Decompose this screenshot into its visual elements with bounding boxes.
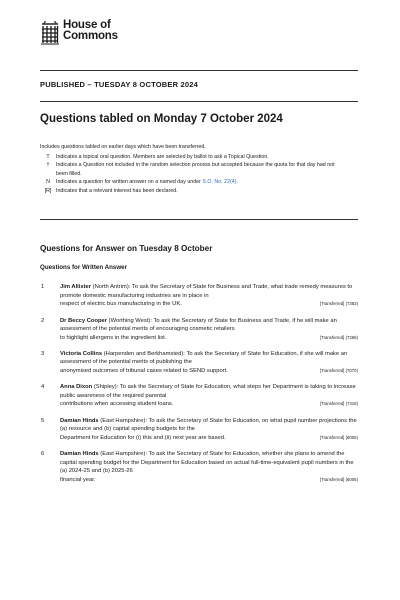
question-tail [60, 300, 358, 309]
question-id: (7318) [345, 401, 358, 406]
question-reference [317, 300, 358, 309]
question-body [60, 417, 358, 443]
key-symbol: † [46, 162, 50, 168]
question-item [40, 417, 358, 443]
question-body [60, 350, 358, 376]
key-intro: Includes questions tabled on earlier days which have been transferred. [40, 144, 206, 150]
question-tail [60, 400, 358, 409]
key-row-quota [40, 161, 360, 178]
question-item [40, 350, 358, 376]
question-number: 4 [41, 384, 45, 390]
question-id: (6006) [345, 476, 358, 482]
key-description [56, 178, 346, 187]
question-item [40, 450, 358, 484]
section-title: Questions for Answer on Tuesday 8 October [40, 244, 213, 253]
question-text: To ask the Secretary of State for Education, on what pupil number projections the (a) resource and (b) capital spending budgets for the [60, 417, 357, 432]
constituency: (North Antrim): [92, 284, 131, 290]
subsection-title: Questions for Written Answer [40, 264, 127, 271]
transferred-tag: [Transferred] [319, 476, 345, 482]
member-name: Damian Hinds [60, 451, 99, 457]
constituency: (East Hampshire): [100, 417, 147, 424]
question-text-end: financial year. [60, 476, 96, 483]
constituency: (Worthing West): [108, 317, 152, 324]
question-text-end: anonymised outcomes of tribunal cases related to SEND support. [60, 367, 228, 374]
question-id: (7268) [345, 334, 358, 340]
member-name: Anna Dixon [60, 384, 93, 390]
transferred-tag: [Transferred] [319, 367, 345, 373]
key-row-named-day [40, 178, 360, 187]
question-id: (6005) [345, 434, 358, 440]
question-text: To ask the Secretary of State for Business and Trade, what trade remedy measures to promote domestic manufacturing industries are in place in [60, 284, 353, 299]
transferred-tag: [Transferred] [319, 334, 345, 340]
divider-top [40, 70, 358, 71]
member-name: Jim Allister [60, 284, 92, 290]
key-description: Indicates a topical oral question. Members are selected by ballot to ask a Topical Question. [56, 153, 269, 160]
question-body [60, 383, 358, 409]
transferred-tag: [Transferred] [319, 301, 345, 306]
question-item [40, 383, 358, 409]
question-reference [317, 400, 358, 409]
member-name: Dr Beccy Cooper [60, 317, 108, 324]
question-text-end: respect of electric bus manufacturing in the UK. [60, 301, 182, 307]
key-row-topical [40, 153, 360, 162]
question-text: To ask the Secretary of State for Education, whether she plans to amend the capital spending budget for the Department for Education based on actual full-time-equivalent pupil numbers in the (a) 2024-25 and (b) 2025-26 [60, 451, 354, 474]
question-text: To ask the Secretary of State for Education, if she will make an assessment of the potential merits of publishing the [60, 350, 348, 365]
house-of-commons-logo [40, 20, 118, 45]
question-tail [60, 476, 358, 485]
key-description: Indicates that a relevant interest has been declared. [56, 187, 178, 194]
question-number: 5 [41, 417, 45, 424]
question-text: To ask the Secretary of State for Business and Trade, if he will make an assessment of the potential merits of encouraging cosmetic retailers [60, 317, 337, 332]
key-description: Indicates a Question not included in the random selection process but accepted because the quota for that day had not been filled. [56, 162, 335, 177]
key-description-text: Indicates a question for written answer on a named day under [56, 179, 203, 185]
question-list [40, 283, 358, 484]
portcullis-icon [40, 21, 60, 45]
question-body [60, 283, 358, 309]
question-item [40, 317, 358, 343]
published-date: PUBLISHED – TUESDAY 8 OCTOBER 2024 [40, 80, 198, 89]
question-body [60, 450, 358, 484]
question-id: (7383) [345, 301, 358, 306]
question-item [40, 283, 358, 309]
key-symbol: [R] [44, 187, 52, 194]
question-reference [317, 367, 358, 376]
question-text-end: to highlight allergens in the ingredient list. [60, 334, 167, 341]
member-name: Damian Hinds [60, 417, 99, 424]
question-text-end: contributions when accessing student loans. [60, 401, 174, 407]
constituency: (Shipley): [93, 384, 119, 390]
logo-wordmark [63, 20, 118, 42]
member-name: Victoria Collins [60, 350, 103, 357]
question-reference [317, 334, 358, 343]
constituency: (Harpenden and Berkhamsted): [103, 350, 185, 357]
question-reference [317, 434, 358, 443]
constituency: (East Hampshire): [100, 451, 147, 457]
standing-order-link[interactable]: S.O. No. 22(4). [202, 179, 238, 185]
logo-line-2: Commons [63, 30, 118, 42]
question-text: To ask the Secretary of State for Education, what steps her Department is taking to increase public awareness of the required parental [60, 384, 356, 399]
key-symbol: N [46, 179, 50, 185]
transferred-tag: [Transferred] [319, 434, 345, 440]
question-text-end: Department for Education for (i) this and (ii) next year are based. [60, 434, 226, 441]
question-reference [317, 476, 358, 485]
divider-header [40, 101, 358, 102]
question-number: 6 [41, 451, 45, 457]
question-tail [60, 334, 358, 343]
key-row-interest [40, 187, 360, 196]
question-number: 1 [41, 284, 45, 290]
key-symbol: T [46, 153, 50, 160]
question-id: (7070) [345, 367, 358, 373]
logo-line-1: House of [63, 19, 111, 31]
question-body [60, 317, 358, 343]
question-number: 3 [41, 350, 45, 357]
divider-key [40, 219, 358, 220]
transferred-tag: [Transferred] [319, 401, 345, 406]
symbol-key [40, 143, 360, 195]
question-tail [60, 434, 358, 443]
page-title: Questions tabled on Monday 7 October 2024 [40, 113, 283, 125]
question-number: 2 [41, 317, 45, 324]
question-tail [60, 367, 358, 376]
